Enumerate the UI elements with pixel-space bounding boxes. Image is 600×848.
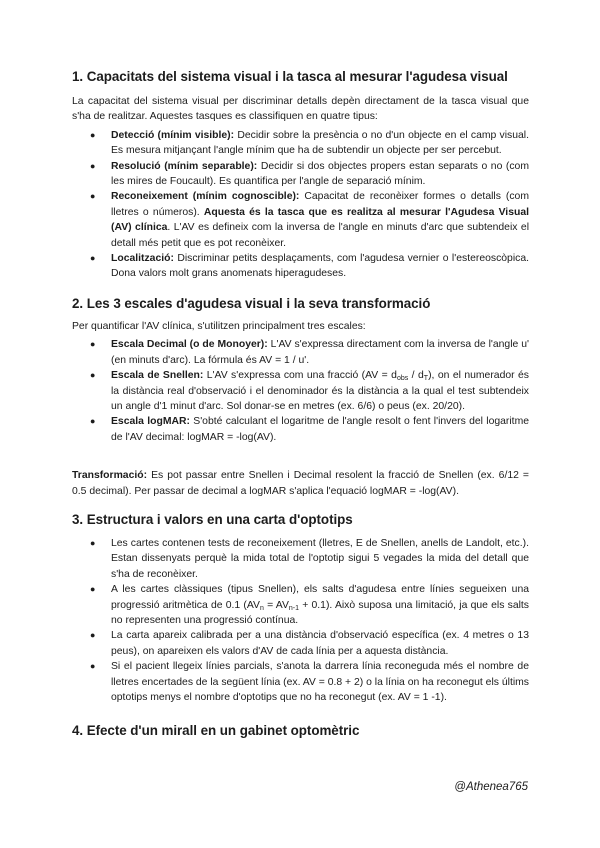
item-term: Escala de Snellen:	[111, 370, 204, 382]
item-text: L'AV s'expressa com una fracció (AV = d	[203, 370, 397, 382]
item-text: Capacitat de reconèixer formes o detalls (com lletres o números).	[111, 191, 529, 218]
list-item	[72, 159, 529, 190]
subscript: n-1	[288, 604, 300, 612]
transform-text: Es pot passar entre Snellen i Decimal resolent la fracció de Snellen (ex. 6/12 = 0.5 decimal). Per passar de decimal a logMAR s'aplica l'equació logMAR = -log(AV).	[72, 470, 529, 497]
section-1-intro: La capacitat del sistema visual per discriminar detalls depèn directament de la tasca visual que s'ha de realitzar. Aquestes tasques es classifiquen en quatre tipus:	[72, 96, 529, 123]
item-text: = AV	[263, 599, 289, 611]
footer-author: @Athenea765	[454, 781, 528, 793]
section-2-title: 2. Les 3 escales d'agudesa visual i la seva transformació	[72, 295, 431, 311]
item-text: Discriminar petits desplaçaments, com l'agudesa vernier o l'estereoscòpica. Dona valors molt grans anomenats hiperagudeses.	[111, 253, 529, 280]
bullet-icon: ●	[90, 537, 96, 548]
item-text: Les cartes contenen tests de reconeixement (lletres, E de Snellen, anells de Landolt, etc.). Estan dissenyats perquè la mida total de l'optotip sigui 5 vegades la mida del detall que s'ha de reconèixer.	[111, 537, 529, 580]
item-term: Reconeixement (mínim cognoscible):	[111, 191, 300, 203]
item-text: L'AV s'expressa directament com la inversa de l'angle u' (en minuts d'arc). La fórmula és AV = 1 / u'.	[111, 339, 529, 366]
section-3-list	[72, 536, 529, 705]
section-1-list	[72, 128, 529, 282]
subscript: T	[423, 375, 429, 383]
document-content	[72, 68, 529, 740]
item-term: Resolució (mínim separable):	[111, 160, 258, 172]
list-item	[72, 128, 529, 159]
section-4-title: 4. Efecte d'un mirall en un gabinet optomètric	[72, 723, 360, 739]
bullet-icon: ●	[90, 630, 96, 641]
section-3-title: 3. Estructura i valors en una carta d'optotips	[72, 511, 353, 527]
transform-term: Transformació:	[72, 470, 148, 482]
item-text: La carta apareix calibrada per a una distància d'observació específica (ex. 4 metres o 13 peus), on apareixen els valors d'AV de cada línia per a aquesta distància.	[111, 630, 529, 657]
list-item	[72, 251, 529, 282]
item-text: ), on el numerador és la distància real d'observació i el denominador és la distància a la qual el test subtendeix un angle d'1 minut d'arc. Sol donar-se en metres (ex. 6/6) o peus (ex. 20/20).	[111, 370, 529, 412]
list-item	[72, 337, 529, 368]
item-text: A les cartes clàssiques (tipus Snellen), els salts d'agudesa entre línies segueixen una progressió aritmètica de 0.1 (AV	[111, 584, 529, 611]
bullet-icon: ●	[90, 253, 96, 264]
item-term: Escala Decimal (o de Monoyer):	[111, 339, 268, 351]
bullet-icon: ●	[90, 160, 96, 171]
list-item	[72, 189, 529, 251]
section-2-list	[72, 337, 529, 445]
item-text: Si el pacient llegeix línies parcials, s'anota la darrera línia reconeguda més el nombre de lletres encertades de la següent línia (ex. AV = 0.8 + 2) o la línia on ha reconegut els últims optotips menys el nombre d'optotips que no ha reconegut (ex. AV = 1 -1).	[111, 661, 529, 703]
section-1-title: 1. Capacitats del sistema visual i la tasca al mesurar l'agudesa visual	[72, 69, 508, 84]
item-term: Localització:	[111, 253, 174, 265]
item-text: Decidir si dos objectes propers estan separats o no (com les mires de Foucault). Es quantifica per l'angle de separació mínim.	[111, 160, 529, 188]
section-2-intro: Per quantificar l'AV clínica, s'utilitzen principalment tres escales:	[72, 320, 366, 332]
section-2-transform	[72, 468, 529, 499]
bullet-icon: ●	[90, 191, 96, 202]
list-item	[72, 414, 529, 445]
item-term: Detecció (mínim visible):	[111, 129, 235, 141]
item-term: Escala logMAR:	[111, 416, 190, 428]
list-item	[72, 659, 529, 705]
list-item	[72, 582, 529, 628]
bullet-icon: ●	[90, 584, 96, 595]
bullet-icon: ●	[90, 339, 96, 350]
item-text: S'obté calculant el logaritme de l'angle resolt o fent l'invers del logaritme de l'AV decimal: logMAR = -log(AV).	[111, 416, 529, 443]
list-item	[72, 628, 529, 659]
list-item	[72, 536, 529, 582]
item-text: Decidir sobre la presència o no d'un objecte en el camp visual. Es mesura mitjançant l'angle mínim que ha de subtendir un objecte per ser percebut.	[111, 129, 529, 157]
list-item	[72, 368, 529, 414]
item-emphasis: Aquesta és la tasca que es realitza al mesurar l'Agudesa Visual (AV) clínica	[111, 206, 529, 234]
item-text: + 0.1). Això suposa una limitació, ja que els salts no representen una progressió contínua.	[111, 599, 529, 626]
item-text: . L'AV es defineix com la inversa de l'angle en minuts d'arc que subtendeix el detall més petit que es pot reconèixer.	[111, 222, 529, 249]
item-text: / d	[408, 370, 424, 382]
subscript: n	[259, 604, 264, 612]
bullet-icon: ●	[90, 370, 96, 381]
bullet-icon: ●	[90, 129, 96, 140]
bullet-icon: ●	[90, 416, 96, 427]
subscript: obs	[396, 375, 409, 383]
bullet-icon: ●	[90, 661, 96, 672]
